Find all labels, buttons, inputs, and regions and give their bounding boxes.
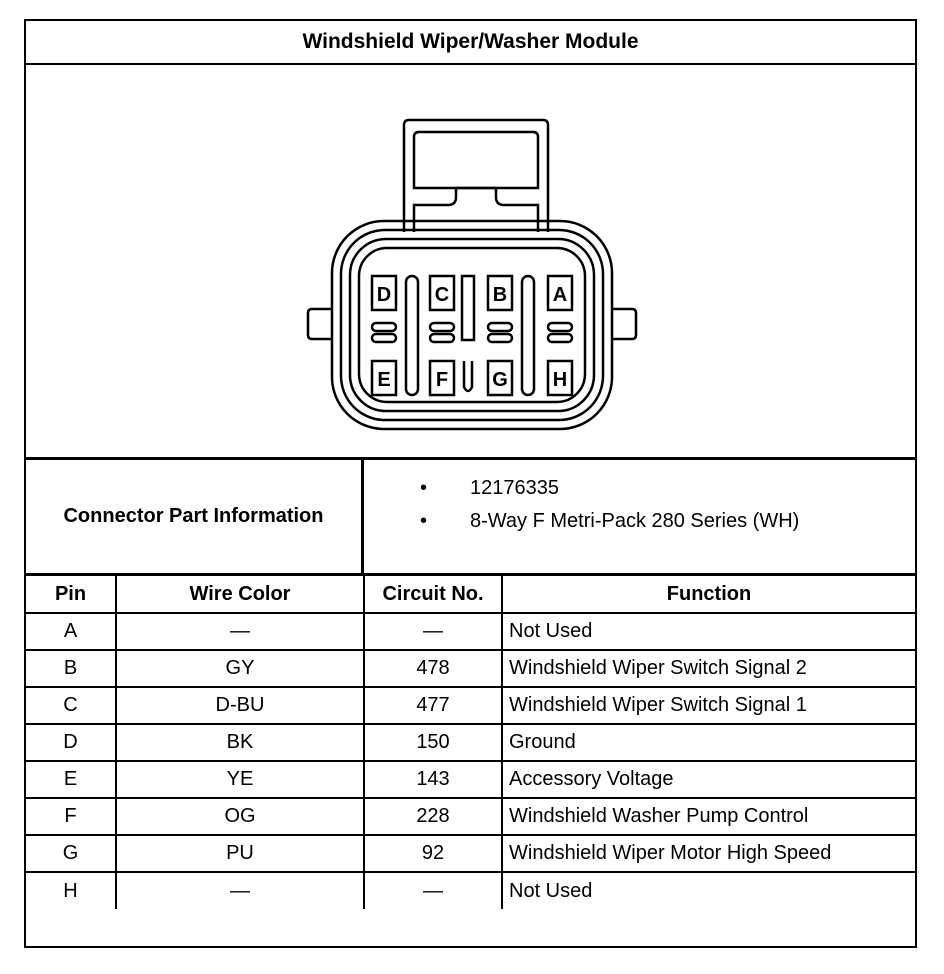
cell-function: Accessory Voltage: [502, 761, 915, 798]
cell-circuit: 477: [364, 687, 502, 724]
connector-face-drawing: [26, 65, 915, 457]
latch-outer-outline: [404, 120, 548, 232]
pin-label-f: F: [435, 369, 449, 391]
cell-circuit: 478: [364, 650, 502, 687]
pin-table: [26, 576, 915, 909]
cell-wire-color: —: [116, 872, 364, 909]
cell-wire-color: PU: [116, 835, 364, 872]
part-info-item: [420, 505, 799, 538]
bullet-icon: •: [420, 510, 428, 532]
cell-circuit: —: [364, 613, 502, 650]
cell-wire-color: GY: [116, 650, 364, 687]
page-title: Windshield Wiper/Washer Module: [26, 21, 915, 65]
pin-label-a: A: [552, 284, 568, 306]
table-row: [26, 613, 915, 650]
row-divider: [548, 323, 572, 331]
pin-label-c: C: [434, 284, 450, 306]
cell-function: Windshield Wiper Switch Signal 1: [502, 687, 915, 724]
connector-part-row: [26, 460, 915, 576]
cell-pin: H: [26, 872, 116, 909]
pin-label-e: E: [377, 369, 391, 391]
cell-wire-color: D-BU: [116, 687, 364, 724]
row-divider: [488, 323, 512, 331]
cell-function: Not Used: [502, 872, 915, 909]
pin-label-b: B: [492, 284, 508, 306]
latch-inner-outline: [414, 188, 538, 232]
cell-pin: E: [26, 761, 116, 798]
row-divider: [430, 334, 454, 342]
polarization-key: [462, 276, 474, 340]
left-side-tab: [308, 309, 332, 339]
part-number: 12176335: [470, 477, 559, 499]
bullet-icon: •: [420, 477, 428, 499]
cell-circuit: 143: [364, 761, 502, 798]
table-row: [26, 872, 915, 909]
cell-circuit: 150: [364, 724, 502, 761]
table-row: [26, 650, 915, 687]
part-description: 8-Way F Metri-Pack 280 Series (WH): [470, 510, 800, 532]
table-row: [26, 724, 915, 761]
header-function: Function: [502, 576, 915, 613]
cell-pin: A: [26, 613, 116, 650]
right-side-tab: [612, 309, 636, 339]
pin-label-g: G: [492, 369, 508, 391]
separator-rib: [406, 276, 418, 395]
cell-pin: D: [26, 724, 116, 761]
separator-rib: [522, 276, 534, 395]
cell-circuit: 92: [364, 835, 502, 872]
table-row: [26, 687, 915, 724]
header-wire-color: Wire Color: [116, 576, 364, 613]
part-info-list: [364, 460, 915, 573]
cell-pin: B: [26, 650, 116, 687]
cell-function: Not Used: [502, 613, 915, 650]
connector-diagram: [26, 65, 915, 460]
cell-circuit: 228: [364, 798, 502, 835]
table-row: [26, 835, 915, 872]
part-info-label: Connector Part Information: [26, 460, 364, 573]
row-divider: [372, 334, 396, 342]
header-circuit: Circuit No.: [364, 576, 502, 613]
table-row: [26, 761, 915, 798]
pin-label-d: D: [376, 284, 392, 306]
table-row: [26, 798, 915, 835]
cell-wire-color: BK: [116, 724, 364, 761]
latch-window: [414, 132, 538, 188]
cell-pin: C: [26, 687, 116, 724]
cell-pin: G: [26, 835, 116, 872]
part-info-item: [420, 472, 799, 505]
cell-function: Windshield Wiper Motor High Speed: [502, 835, 915, 872]
cell-circuit: —: [364, 872, 502, 909]
cell-function: Ground: [502, 724, 915, 761]
table-header-row: [26, 576, 915, 613]
header-pin: Pin: [26, 576, 116, 613]
cell-wire-color: OG: [116, 798, 364, 835]
row-divider: [548, 334, 572, 342]
cell-pin: F: [26, 798, 116, 835]
cell-wire-color: —: [116, 613, 364, 650]
row-divider: [488, 334, 512, 342]
connector-body-ring: [341, 230, 603, 420]
cell-function: Windshield Wiper Switch Signal 2: [502, 650, 915, 687]
row-divider: [430, 323, 454, 331]
cell-function: Windshield Washer Pump Control: [502, 798, 915, 835]
row-divider: [372, 323, 396, 331]
polarization-notch: [464, 361, 472, 391]
cell-wire-color: YE: [116, 761, 364, 798]
connector-sheet: [24, 19, 917, 948]
pin-label-h: H: [552, 369, 568, 391]
